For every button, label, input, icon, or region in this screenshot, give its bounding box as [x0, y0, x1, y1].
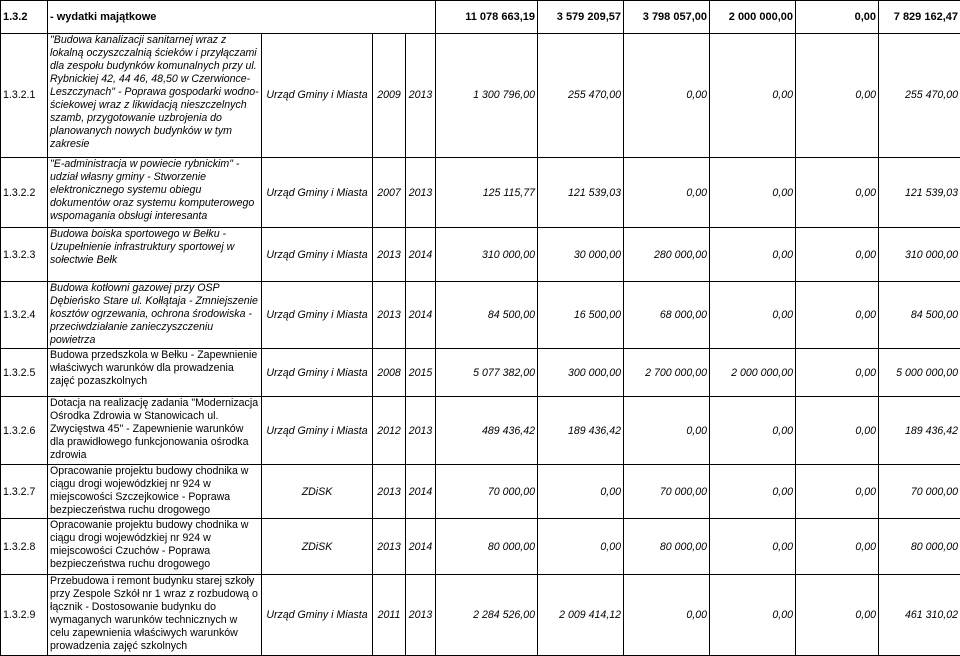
row-value-2: 2 700 000,00	[624, 349, 710, 397]
row-value-2: 0,00	[624, 33, 710, 157]
row-value-1: 0,00	[538, 519, 624, 575]
table-row	[1, 349, 960, 397]
row-value-0: 310 000,00	[436, 228, 538, 282]
row-year-to: 2014	[406, 465, 436, 519]
row-value-4: 0,00	[796, 282, 879, 349]
row-value-5: 70 000,00	[879, 465, 960, 519]
row-year-to: 2013	[406, 33, 436, 157]
row-value-1: 0,00	[538, 465, 624, 519]
row-value-2: 0,00	[624, 397, 710, 465]
row-unit: Urząd Gminy i Miasta	[262, 228, 373, 282]
row-lp: 1.3.2.3	[1, 228, 48, 282]
table-row	[1, 33, 960, 157]
row-value-4: 0,00	[796, 33, 879, 157]
row-description: Dotacja na realizację zadania "Modernizacja Ośrodka Zdrowia w Stanowicach ul. Zwycięstwa 45" - Zapewnienie warunków dla prawidłowego funkcjonowania ośrodka zdrowia	[48, 397, 262, 465]
row-year-to: 2015	[406, 349, 436, 397]
row-year-from: 2008	[373, 349, 406, 397]
row-value-3: 0,00	[710, 575, 796, 656]
row-year-from: 2013	[373, 465, 406, 519]
row-value-3: 2 000 000,00	[710, 349, 796, 397]
row-year-to: 2014	[406, 228, 436, 282]
row-unit: Urząd Gminy i Miasta	[262, 157, 373, 227]
row-description: Przebudowa i remont budynku starej szkoły przy Zespole Szkół nr 1 wraz z rozbudową o łącznik - Dostosowanie budynku do wymaganych warunków technicznych w celu zapewnienia właściwych warunków prowadzenia zajęć szkolnych	[48, 575, 262, 656]
row-value-4: 0,00	[796, 349, 879, 397]
row-description: Budowa kotłowni gazowej przy OSP Dębieńsko Stare ul. Kołłątaja - Zmniejszenie kosztów ogrzewania, ochrona środowiska - przeciwdziałanie zanieczyszczeniu powietrza	[48, 282, 262, 349]
row-value-3: 0,00	[710, 282, 796, 349]
table-row	[1, 282, 960, 349]
row-year-to: 2013	[406, 575, 436, 656]
section-title: - wydatki majątkowe	[48, 1, 436, 34]
row-value-4: 0,00	[796, 575, 879, 656]
row-value-1: 255 470,00	[538, 33, 624, 157]
section-value-2014: 3 798 057,00	[624, 1, 710, 34]
table-row	[1, 465, 960, 519]
row-value-4: 0,00	[796, 397, 879, 465]
row-year-from: 2009	[373, 33, 406, 157]
row-value-5: 461 310,02	[879, 575, 960, 656]
row-value-4: 0,00	[796, 465, 879, 519]
row-value-0: 1 300 796,00	[436, 33, 538, 157]
section-limit-value: 7 829 162,47	[879, 1, 960, 34]
row-value-3: 0,00	[710, 465, 796, 519]
row-year-to: 2013	[406, 397, 436, 465]
row-unit: Urząd Gminy i Miasta	[262, 397, 373, 465]
row-value-3: 0,00	[710, 397, 796, 465]
row-value-2: 0,00	[624, 575, 710, 656]
table-row	[1, 157, 960, 227]
row-value-3: 0,00	[710, 519, 796, 575]
row-lp: 1.3.2.9	[1, 575, 48, 656]
row-year-to: 2014	[406, 282, 436, 349]
row-value-0: 125 115,77	[436, 157, 538, 227]
row-value-2: 280 000,00	[624, 228, 710, 282]
row-unit: Urząd Gminy i Miasta	[262, 575, 373, 656]
row-value-0: 5 077 382,00	[436, 349, 538, 397]
row-value-5: 189 436,42	[879, 397, 960, 465]
row-year-from: 2012	[373, 397, 406, 465]
row-value-0: 2 284 526,00	[436, 575, 538, 656]
row-value-4: 0,00	[796, 157, 879, 227]
row-value-0: 489 436,42	[436, 397, 538, 465]
row-year-to: 2013	[406, 157, 436, 227]
row-unit: Urząd Gminy i Miasta	[262, 349, 373, 397]
row-year-from: 2011	[373, 575, 406, 656]
row-description: "Budowa kanalizacji sanitarnej wraz z lokalną oczyszczalnią ścieków i przyłączami dla zespołu budynków komunalnych przy ul. Rybnickiej 42, 44 46, 48,50 w Czerwionce-Leszczynach" - Poprawa gospodarki wodno-ściekowej wraz z likwidacją nieszczelnych szamb, przygotowanie uzbrojenia do planowanych nowych budynków w tym zakresie	[48, 33, 262, 157]
row-unit: ZDiSK	[262, 465, 373, 519]
row-year-from: 2013	[373, 519, 406, 575]
row-value-0: 70 000,00	[436, 465, 538, 519]
row-unit: Urząd Gminy i Miasta	[262, 282, 373, 349]
row-value-5: 255 470,00	[879, 33, 960, 157]
row-value-4: 0,00	[796, 228, 879, 282]
row-description: Budowa przedszkola w Bełku - Zapewnienie właściwych warunków dla prowadzenia zajęć pozaszkolnych	[48, 349, 262, 397]
row-lp: 1.3.2.5	[1, 349, 48, 397]
row-value-0: 80 000,00	[436, 519, 538, 575]
row-description: Opracowanie projektu budowy chodnika w ciągu drogi wojewódzkiej nr 924 w miejscowości Szczejkowice - Poprawa bezpieczeństwa ruchu drogowego	[48, 465, 262, 519]
row-value-2: 0,00	[624, 157, 710, 227]
row-year-from: 2013	[373, 228, 406, 282]
row-value-2: 80 000,00	[624, 519, 710, 575]
section-header-row	[1, 1, 960, 34]
row-value-2: 68 000,00	[624, 282, 710, 349]
row-year-from: 2007	[373, 157, 406, 227]
section-value-2015: 2 000 000,00	[710, 1, 796, 34]
row-value-5: 80 000,00	[879, 519, 960, 575]
row-value-1: 300 000,00	[538, 349, 624, 397]
table-row	[1, 397, 960, 465]
row-description: Opracowanie projektu budowy chodnika w ciągu drogi wojewódzkiej nr 924 w miejscowości Czuchów - Poprawa bezpieczeństwa ruchu drogowego	[48, 519, 262, 575]
row-value-3: 0,00	[710, 157, 796, 227]
section-value-2013: 3 579 209,57	[538, 1, 624, 34]
row-value-5: 121 539,03	[879, 157, 960, 227]
section-total-value: 11 078 663,19	[436, 1, 538, 34]
row-lp: 1.3.2.7	[1, 465, 48, 519]
row-value-1: 189 436,42	[538, 397, 624, 465]
row-description: Budowa boiska sportowego w Bełku - Uzupełnienie infrastruktury sportowej w sołectwie Bełk	[48, 228, 262, 282]
row-lp: 1.3.2.8	[1, 519, 48, 575]
row-value-1: 121 539,03	[538, 157, 624, 227]
row-value-1: 16 500,00	[538, 282, 624, 349]
row-value-1: 30 000,00	[538, 228, 624, 282]
row-value-5: 310 000,00	[879, 228, 960, 282]
row-year-to: 2014	[406, 519, 436, 575]
row-year-from: 2013	[373, 282, 406, 349]
row-value-5: 84 500,00	[879, 282, 960, 349]
row-value-3: 0,00	[710, 33, 796, 157]
table-row	[1, 228, 960, 282]
row-description: "E-administracja w powiecie rybnickim" - udział własny gminy - Stworzenie elektronicznego systemu obiegu dokumentów oraz systemu komputerowego wspomagania obsługi interesanta	[48, 157, 262, 227]
row-lp: 1.3.2.4	[1, 282, 48, 349]
section-value-2016: 0,00	[796, 1, 879, 34]
row-value-3: 0,00	[710, 228, 796, 282]
table-row	[1, 575, 960, 656]
row-value-0: 84 500,00	[436, 282, 538, 349]
row-value-2: 70 000,00	[624, 465, 710, 519]
row-value-4: 0,00	[796, 519, 879, 575]
row-lp: 1.3.2.1	[1, 33, 48, 157]
section-lp: 1.3.2	[1, 1, 48, 34]
row-value-1: 2 009 414,12	[538, 575, 624, 656]
row-lp: 1.3.2.2	[1, 157, 48, 227]
row-value-5: 5 000 000,00	[879, 349, 960, 397]
table-row	[1, 519, 960, 575]
row-lp: 1.3.2.6	[1, 397, 48, 465]
row-unit: Urząd Gminy i Miasta	[262, 33, 373, 157]
row-unit: ZDiSK	[262, 519, 373, 575]
